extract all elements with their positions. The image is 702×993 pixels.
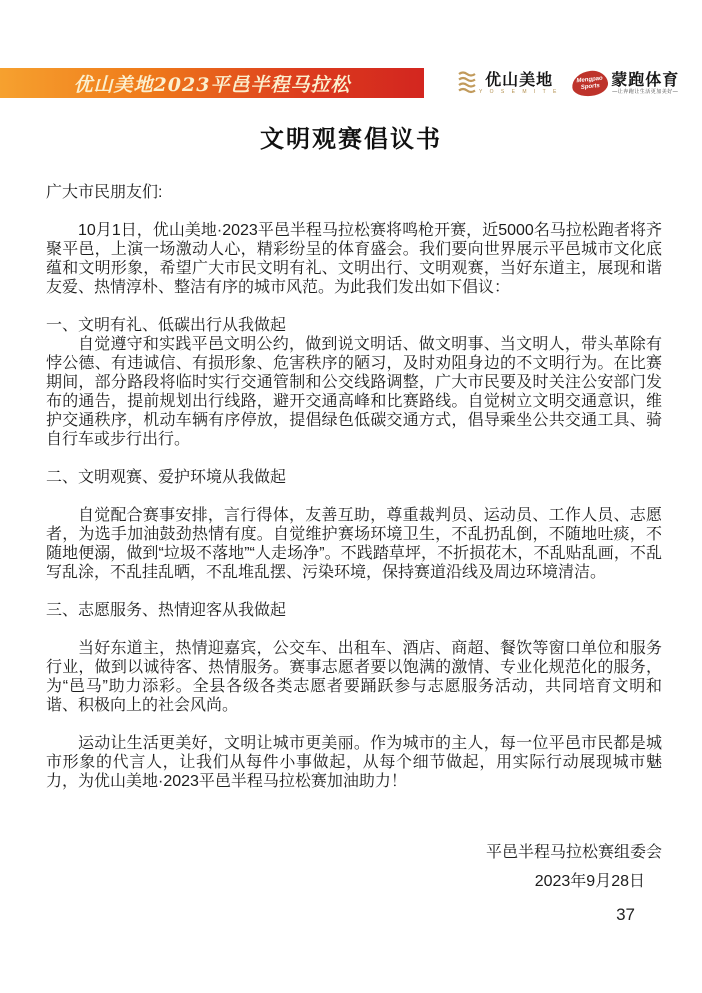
mengpao-logo-text: 蒙跑体育 bbox=[611, 69, 680, 89]
salutation: 广大市民朋友们: bbox=[46, 184, 163, 201]
mengpao-badge-line1: Mengpao bbox=[576, 75, 604, 84]
mengpao-badge-icon bbox=[571, 69, 609, 98]
signature: 平邑半程马拉松赛组委会 bbox=[485, 844, 662, 861]
signature-date: 2023年9月28日 bbox=[534, 873, 645, 890]
mengpao-logo-tagline: —让奔跑让生活更加美好— bbox=[612, 88, 679, 95]
document-body bbox=[46, 183, 662, 891]
yosemite-logo-subtext: Y O S E M I T E bbox=[479, 88, 560, 95]
section-3-heading: 三、志愿服务、热情迎客从我做起 bbox=[46, 602, 287, 619]
closing-paragraph: 运动让生活更美好，文明让城市更美丽。作为城市的主人，每一位平邑市民都是城市形象的代言人，让我们从每件小事做起，从每个细节做起，用实际行动展现城市魅力，为优山美地·2023平邑半程马拉松赛加油助力！ bbox=[46, 735, 662, 790]
sponsor-logos bbox=[458, 63, 679, 103]
section-1-heading: 一、文明有礼、低碳出行从我做起 bbox=[46, 317, 287, 334]
event-banner bbox=[0, 68, 424, 98]
section-2-heading: 二、文明观赛、爱护环境从我做起 bbox=[46, 469, 287, 486]
signature-block bbox=[46, 843, 662, 891]
section-3-body: 当好东道主，热情迎嘉宾，公交车、出租车、酒店、商超、餐饮等窗口单位和服务行业，做到以诚待客、热情服务。赛事志愿者要以饱满的激情、专业化规范化的服务，为“邑马”助力添彩。全县各级各类志愿者要踊跃参与志愿服务活动，共同培育文明和谐、积极向上的社会风尚。 bbox=[46, 640, 662, 714]
document-title: 文明观赛倡议书 bbox=[260, 126, 442, 153]
yosemite-logo bbox=[458, 70, 559, 96]
intro-paragraph: 10月1日，优山美地·2023平邑半程马拉松赛将鸣枪开赛，近5000名马拉松跑者将齐聚平邑，上演一场激动人心，精彩纷呈的体育盛会。我们要向世界展示平邑城市文化底蕴和文明形象，希望广大市民文明有礼、文明出行、文明观赛，当好东道主，展现和谐友爱、热情淳朴、整洁有序的城市风范。为此我们发出如下倡议： bbox=[46, 222, 662, 296]
section-1-body: 自觉遵守和实践平邑文明公约，做到说文明话、做文明事、当文明人，带头革除有悖公德、有违诚信、有损形象、危害秩序的陋习，及时劝阻身边的不文明行为。在比赛期间，部分路段将临时实行交通管制和公交线路调整，广大市民要及时关注公安部门发布的通告，提前规划出行线路，避开交通高峰和比赛路线。自觉树立文明交通意识，维护交通秩序，机动车辆有序停放，提倡绿色低碳交通方式，倡导乘坐公共交通工具、骑自行车或步行出行。 bbox=[46, 336, 662, 448]
mengpao-badge-line2: Sports bbox=[580, 82, 601, 90]
page-number: 37 bbox=[616, 905, 635, 924]
section-2-body: 自觉配合赛事安排，言行得体，友善互助，尊重裁判员、运动员、工作人员、志愿者，为选手加油鼓劲热情有度。自觉维护赛场环境卫生，不乱扔乱倒，不随地吐痰，不随地便溺，做到“垃圾不落地”“人走场净”。不践踏草坪，不折损花木，不乱贴乱画，不乱写乱涂，不乱挂乱晒，不乱堆乱摆、污染环境，保持赛道沿线及周边环境清洁。 bbox=[46, 507, 662, 581]
yosemite-waves-icon bbox=[458, 70, 476, 96]
yosemite-logo-text: 优山美地 bbox=[485, 69, 554, 89]
mengpao-logo bbox=[572, 71, 679, 96]
event-banner-title: 优山美地2023平邑半程马拉松 bbox=[73, 73, 351, 96]
